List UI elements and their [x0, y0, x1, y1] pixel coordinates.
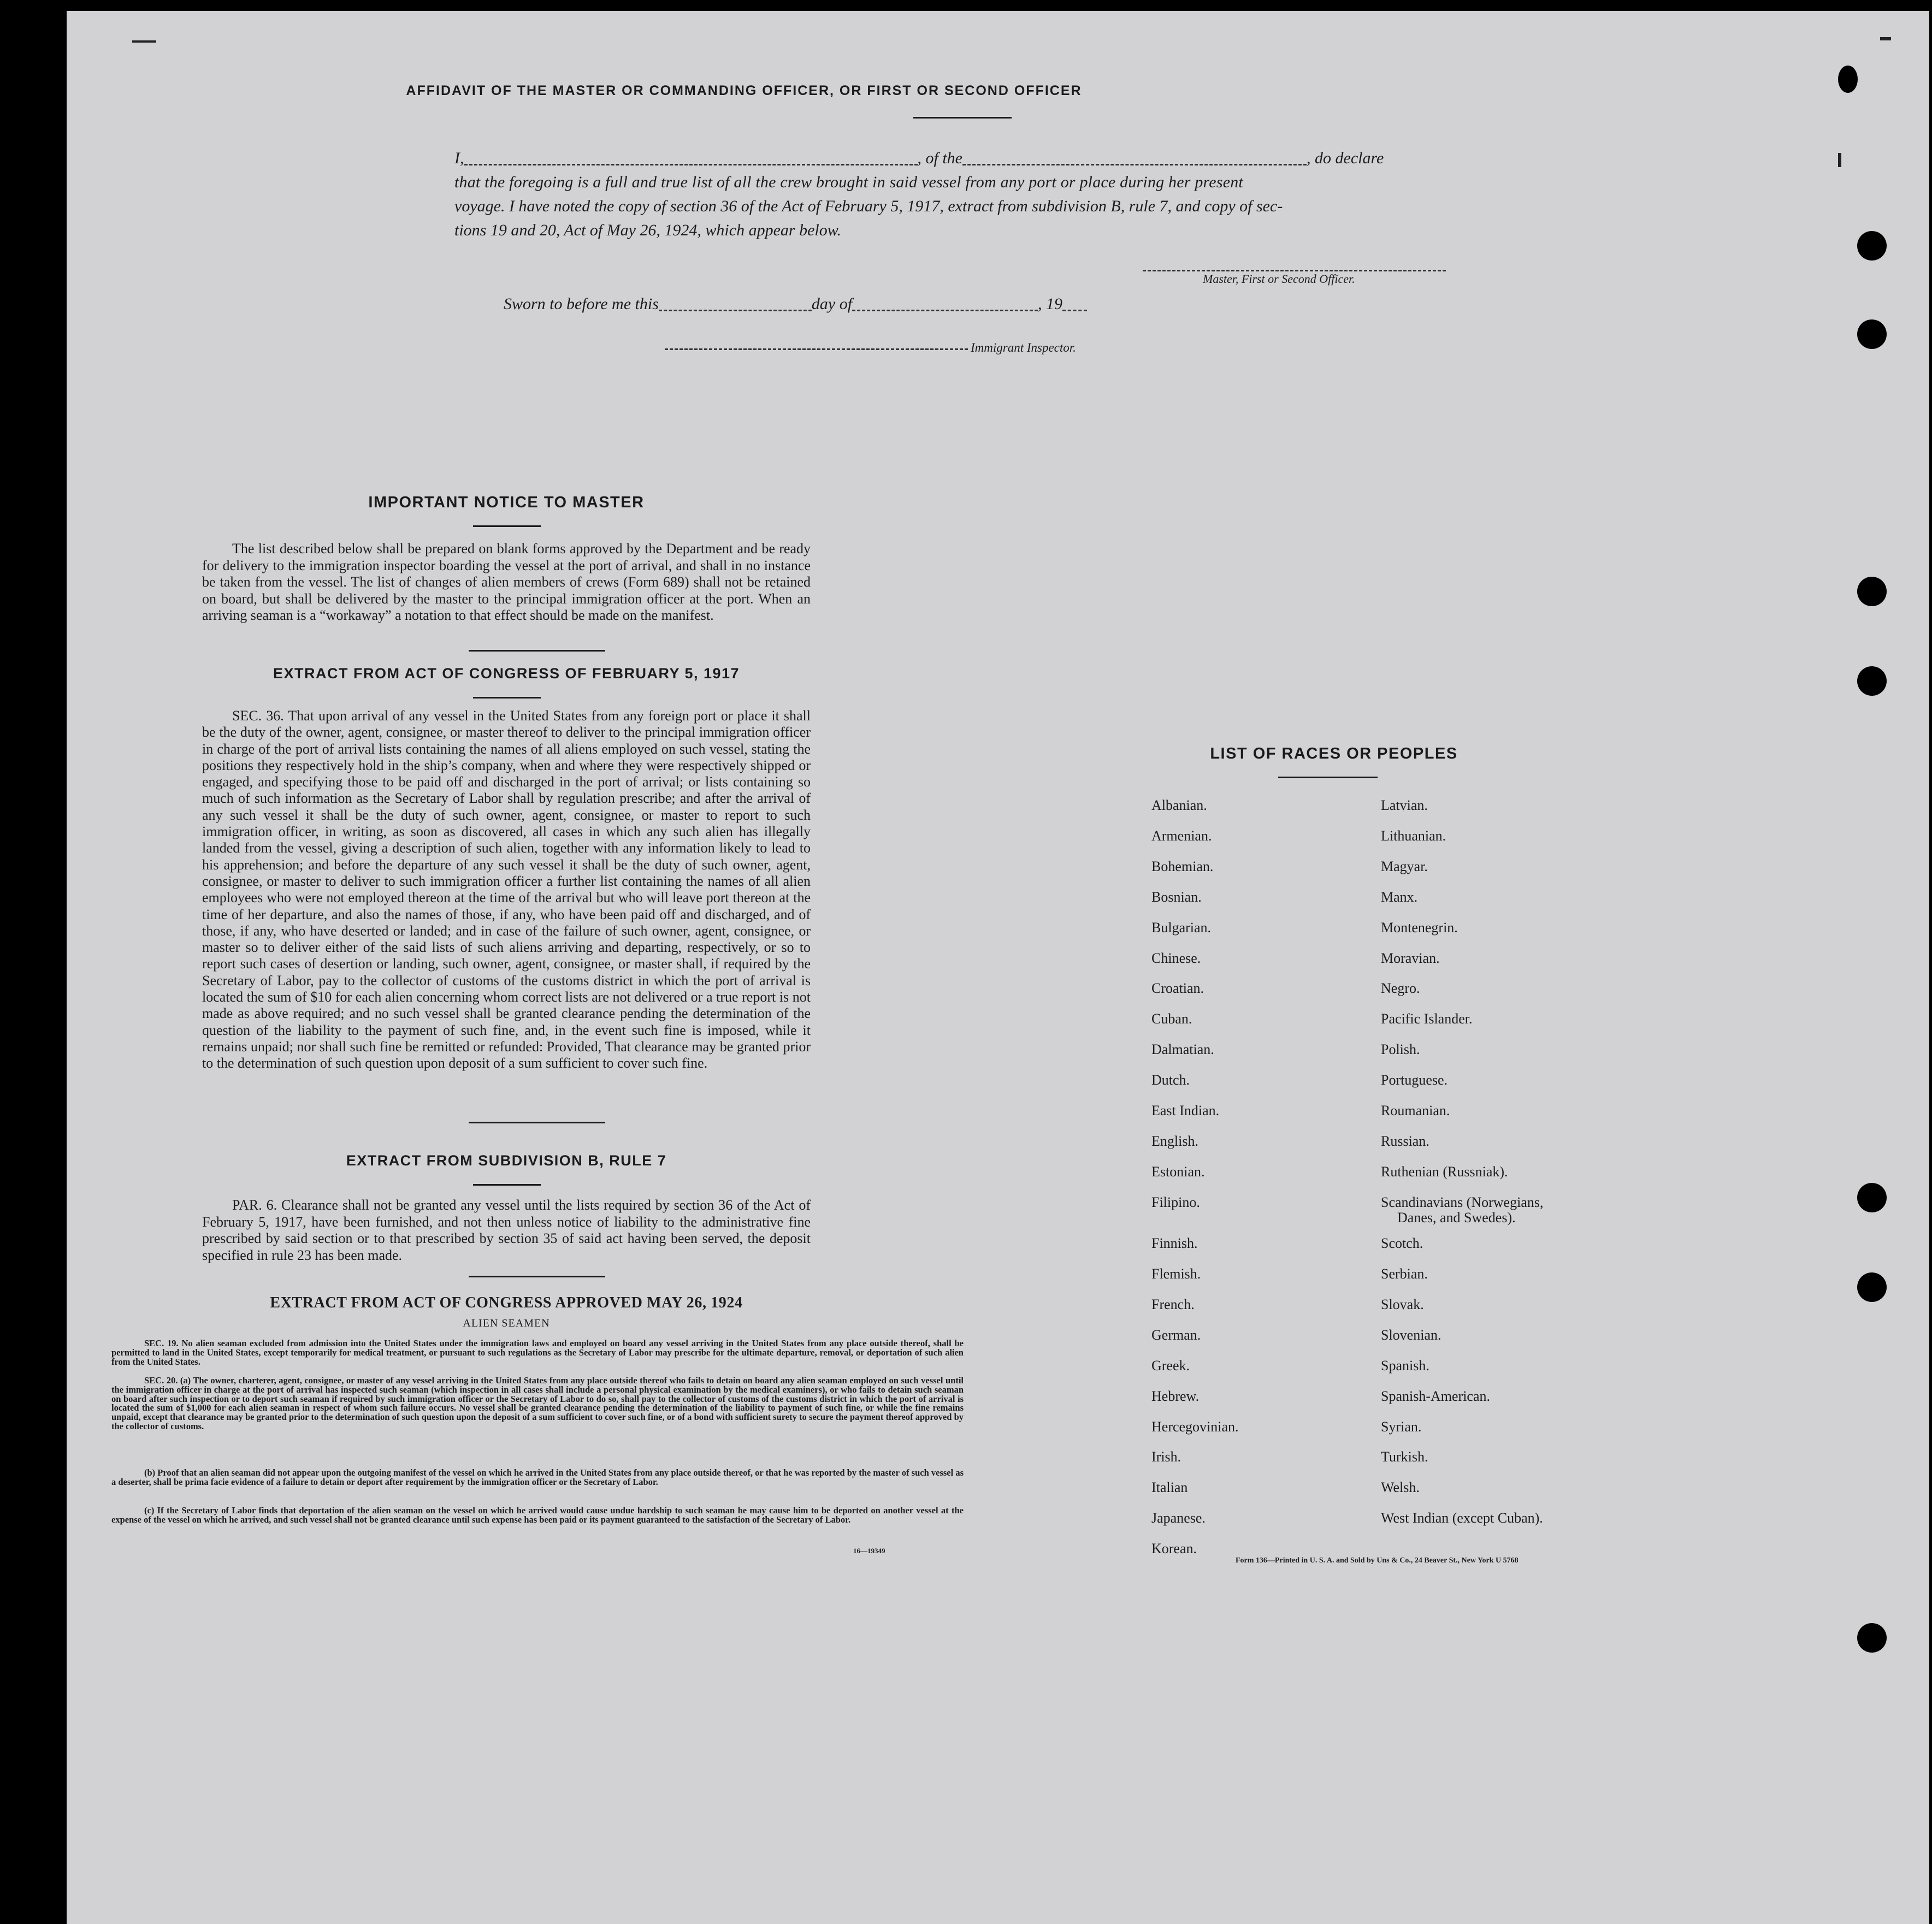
extract-1917-text: SEC. 36. That upon arrival of any vessel in the United States from any foreign port or place it shall be the duty of the owner, agent, consignee, or master thereof to deliver to the principal immigration officer in charge of the port of arrival lists containing the names of all aliens employed on such vessel, stating the positions they respectively hold in the ship’s company, when and where they were respectively shipped or engaged, and specifying those to be paid off and discharged in the port of arrival; or lists containing so much of such information as the Secretary of Labor shall by regulation prescribe; and after the arrival of any such vessel it shall be the duty of such owner, agent, consignee, or master to report to such immigration officer, in writing, as soon as discovered, all cases in which any such alien has illegally landed from the vessel, giving a description of such alien, together with any information likely to lead to his apprehension; and before the departure of any such vessel it shall be the duty of such owner, agent, consignee, or master to deliver to such immigration officer a further list containing the names of all alien employees who were not employed thereon at the time of the arrival but who will leave port thereon at the time of her departure, and also the names of those, if any, who have been paid off and discharged, and of those, if any, who have deserted or landed; and in case of the failure of such owner, agent, consignee, or master so to deliver either of the said lists of such aliens arriving and departing, respectively, or so to report such cases of desertion or landing, such owner, agent, consignee, or master shall, if required by the Secretary of Labor, pay to the collector of customs of the customs district in which the port of arrival is located the sum of $10 for each alien concerning whom correct lists are not delivered or a true report is not made as above required; and no such vessel shall be granted clearance pending the determination of the question of the liability to the payment of such fine, and, in the event such fine is imposed, while it remains unpaid; nor shall such fine be remitted or refunded: Provided, That clearance may be granted prior to the determination of such question upon deposit of a sum sufficient to cover such fine. — [202, 708, 811, 1071]
notice-rule — [473, 525, 541, 527]
scan-speck — [132, 40, 156, 43]
notice-title: IMPORTANT NOTICE TO MASTER — [368, 494, 645, 511]
section-divider — [469, 1122, 605, 1123]
extract-1917-title: EXTRACT FROM ACT OF CONGRESS OF FEBRUARY 5, 1917 — [273, 665, 740, 682]
affidavit-line-4: tions 19 and 20, Act of May 26, 1924, which appear below. — [454, 221, 842, 239]
of-the-label: , of the — [917, 149, 962, 167]
race-item: Finnish. — [1151, 1235, 1198, 1252]
notice-text: The list described below shall be prepared on blank forms approved by the Department and be ready for delivery to the immigration inspector boarding the vessel at the port of arrival, and shall in no instance be taken from the vessel. The list of changes of alien members of crews (Form 689) shall not be retained on board, but shall be delivered by the master to the principal immigration officer at the port. When an arriving seaman is a “workaway” a notation to that effect should be made on the manifest. — [202, 541, 811, 623]
race-item: Chinese. — [1151, 950, 1201, 966]
race-item: Flemish. — [1151, 1266, 1201, 1282]
affidavit-title: AFFIDAVIT OF THE MASTER OR COMMANDING OFFICER, OR FIRST OR SECOND OFFICER — [406, 83, 1082, 98]
rule7-rule — [473, 1184, 541, 1186]
section-divider — [469, 1276, 605, 1277]
race-item: Italian — [1151, 1479, 1188, 1496]
race-item: Russian. — [1381, 1133, 1429, 1149]
race-item: Magyar. — [1381, 858, 1428, 874]
race-item: Cuban. — [1151, 1011, 1192, 1027]
punch-hole — [1857, 666, 1887, 696]
race-item: Spanish. — [1381, 1357, 1429, 1374]
race-item: Estonian. — [1151, 1163, 1205, 1180]
race-item: Irish. — [1151, 1449, 1181, 1465]
scan-speck — [1838, 153, 1841, 167]
race-item: English. — [1151, 1133, 1198, 1149]
year-blank — [1062, 300, 1087, 311]
inspector-line — [665, 348, 968, 350]
race-item: Lithuanian. — [1381, 827, 1446, 844]
rule7-title: EXTRACT FROM SUBDIVISION B, RULE 7 — [346, 1152, 667, 1169]
races-rule — [1278, 777, 1378, 778]
race-item: Latvian. — [1381, 797, 1428, 813]
race-item: Croatian. — [1151, 980, 1204, 997]
race-item: Ruthenian (Russniak). — [1381, 1163, 1508, 1180]
race-item: French. — [1151, 1296, 1195, 1312]
race-item: Manx. — [1381, 889, 1418, 905]
race-item: Dalmatian. — [1151, 1041, 1214, 1058]
race-item: Scandinavians (Norwegians, — [1381, 1194, 1544, 1210]
race-item: Japanese. — [1151, 1510, 1206, 1526]
punch-hole — [1857, 319, 1887, 349]
do-declare-label: , do declare — [1307, 149, 1384, 167]
punch-hole — [1857, 1623, 1887, 1653]
punch-hole — [1857, 577, 1887, 606]
inspector-caption: Immigrant Inspector. — [971, 341, 1076, 354]
printer-footer: Form 136—Printed in U. S. A. and Sold by Uns & Co., 24 Beaver St., New York U 5768 — [1236, 1556, 1519, 1565]
punch-hole — [1857, 1183, 1887, 1212]
race-item: Bulgarian. — [1151, 919, 1212, 936]
form-code: 16—19349 — [853, 1547, 885, 1555]
scan-speck — [1880, 37, 1891, 40]
race-item: Albanian. — [1151, 797, 1207, 813]
race-item: Turkish. — [1381, 1449, 1428, 1465]
i-label: I, — [454, 149, 464, 167]
title-rule — [913, 117, 1012, 119]
sworn-label: Sworn to before me this — [504, 295, 659, 313]
vessel-blank — [962, 154, 1307, 165]
year-label: , 19 — [1038, 295, 1063, 313]
day-blank — [659, 300, 812, 311]
extract-1924-subtitle: ALIEN SEAMEN — [463, 1317, 550, 1329]
sec-20b-text: (b) Proof that an alien seaman did not appear upon the outgoing manifest of the vessel on which he arrived in the United States from any place outside thereof, or that he was reported by the master of such vessel as a deserter, shall be prima facie evidence of a failure to detain or deport after requirement by the immigration officer or the Secretary of Labor. — [111, 1467, 964, 1487]
affidavit-line-1 — [454, 146, 1547, 170]
punch-hole — [1857, 231, 1887, 261]
sec-20c-text: (c) If the Secretary of Labor finds that deportation of the alien seaman on the vessel on which he arrived would cause undue hardship to such seaman he may cause him to be deported on another vessel at the expense of the vessel on which he arrived, and such vessel shall not be granted clearance until such expense has been paid or its payment guaranteed to the satisfaction of the Secretary of Labor. — [111, 1505, 964, 1525]
extract-1924-title: EXTRACT FROM ACT OF CONGRESS APPROVED MAY 26, 1924 — [270, 1294, 743, 1311]
sec-19-text: SEC. 19. No alien seaman excluded from admission into the United States under the immigration laws and employed on board any vessel arriving in the United States from any place outside thereof, shall be permitted to land in the United States, except temporarily for medical treatment, or pursuant to such regulations as the Secretary of Labor may prescribe for the ultimate departure, removal, or deportation of such alien from the United States. — [111, 1338, 964, 1367]
race-item: Negro. — [1381, 980, 1420, 997]
race-item: Polish. — [1381, 1041, 1420, 1058]
race-item: East Indian. — [1151, 1103, 1220, 1118]
race-item: Montenegrin. — [1381, 919, 1458, 936]
race-item: Syrian. — [1381, 1418, 1422, 1435]
sworn-line — [504, 295, 1087, 313]
extract-1917-rule — [473, 697, 541, 698]
race-item: Moravian. — [1381, 950, 1440, 966]
race-item: Welsh. — [1381, 1479, 1420, 1496]
race-item: West Indian (except Cuban). — [1381, 1510, 1543, 1526]
race-item: Pacific Islander. — [1381, 1011, 1473, 1027]
punch-hole — [1838, 66, 1858, 93]
race-item: Slovenian. — [1381, 1327, 1441, 1343]
affidavit-line-3: voyage. I have noted the copy of section 36 of the Act of February 5, 1917, extract from subdivision B, rule 7, and copy of sec- — [454, 197, 1283, 215]
name-blank — [464, 154, 918, 165]
race-item: Filipino. — [1151, 1194, 1200, 1210]
race-item: Danes, and Swedes). — [1397, 1209, 1516, 1226]
race-item: Greek. — [1151, 1357, 1190, 1374]
signature-caption: Master, First or Second Officer. — [1203, 272, 1355, 286]
race-item: Portuguese. — [1381, 1072, 1448, 1088]
sec-20a-text: SEC. 20. (a) The owner, charterer, agent, consignee, or master of any vessel arriving in the United States from any place outside thereof who fails to detain on board any alien seaman employed on such vessel until the immigration officer in charge at the port of arrival has inspected such seaman (which inspection in all cases shall include a personal physical examination by the medical examiners), or who fails to detain such seaman on board after such inspection or to deport such seaman if required by such immigration officer or the Secretary of Labor to do so, shall pay to the collector of customs of the customs district in which the port of arrival is located the sum of $1,000 for each alien seaman in respect of whom such failure occurs. No vessel shall be granted clearance pending the determination of the liability to payment of such fine, or while the fine remains unpaid, except that clearance may be granted prior to the determination of such question upon the deposit of a sum sufficient to cover such fine, or of a bond with sufficient surety to secure the payment thereof approved by the collector of customs. — [111, 1375, 964, 1431]
races-title: LIST OF RACES OR PEOPLES — [1210, 745, 1458, 762]
section-divider — [469, 650, 605, 652]
race-item: German. — [1151, 1327, 1201, 1343]
day-of-label: day of — [811, 295, 853, 313]
race-item: Serbian. — [1381, 1266, 1428, 1282]
race-item: Dutch. — [1151, 1072, 1190, 1088]
punch-hole — [1857, 1272, 1887, 1302]
race-item: Hercegovinian. — [1151, 1418, 1239, 1435]
race-item: Korean. — [1151, 1541, 1197, 1557]
affidavit-line-2: that the foregoing is a full and true list of all the crew brought in said vessel from any port or place during her present — [454, 173, 1243, 191]
month-blank — [852, 300, 1038, 311]
race-item: Hebrew. — [1151, 1388, 1200, 1404]
race-item: Slovak. — [1381, 1296, 1424, 1312]
race-item: Armenian. — [1151, 827, 1212, 844]
race-item: Bosnian. — [1151, 889, 1202, 905]
race-item: Roumanian. — [1381, 1103, 1450, 1118]
race-item: Bohemian. — [1151, 858, 1214, 874]
signature-line — [1143, 270, 1446, 271]
race-item: Scotch. — [1381, 1235, 1423, 1252]
document-page — [67, 11, 1929, 1924]
rule7-text: PAR. 6. Clearance shall not be granted any vessel until the lists required by section 36 of the Act of February 5, 1917, have been furnished, and not then unless notice of liability to the administrative fine prescribed by said section or to that prescribed by section 35 of said act having been served, the deposit specified in rule 23 has been made. — [202, 1197, 811, 1263]
race-item: Spanish-American. — [1381, 1388, 1491, 1404]
